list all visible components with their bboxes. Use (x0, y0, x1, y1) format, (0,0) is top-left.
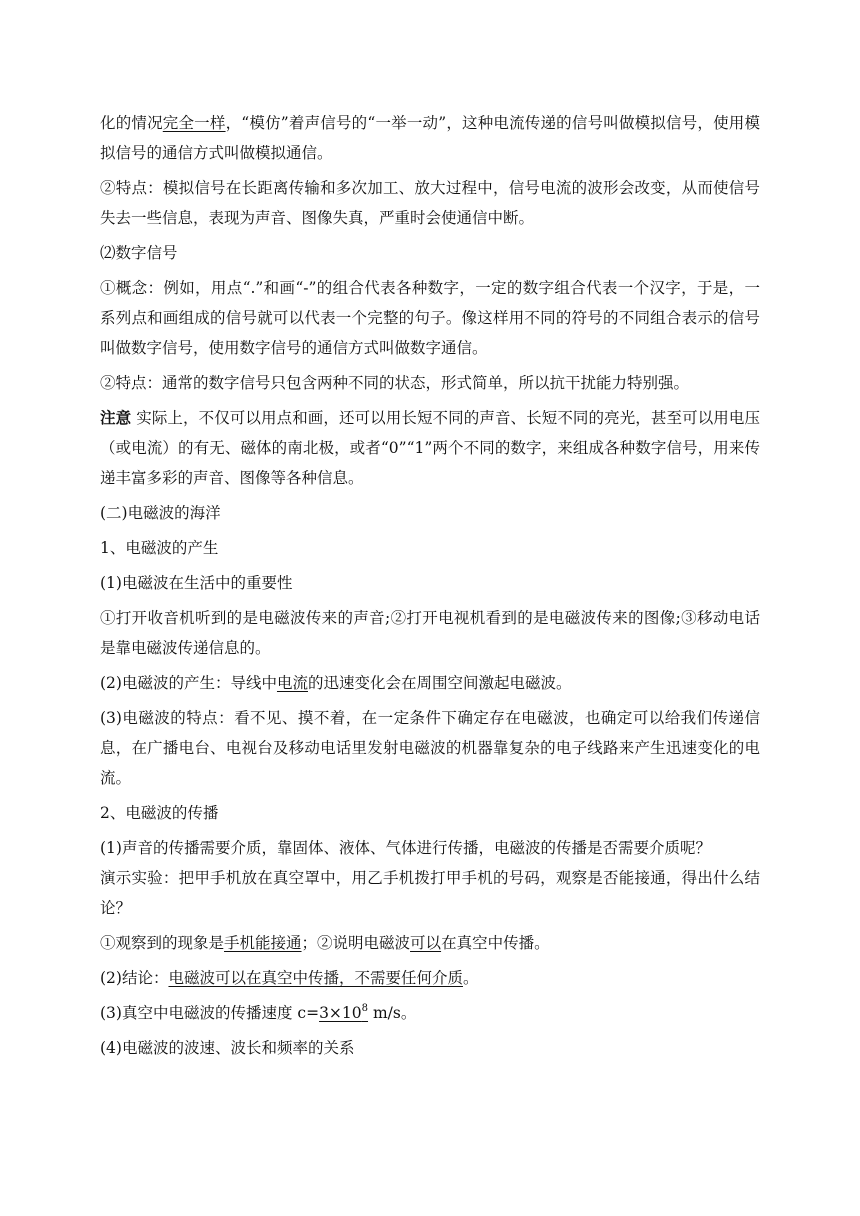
text: ①打开收音机听到的是电磁波传来的声音;②打开电视机看到的是电磁波传来的图像;③移动电话是靠电磁波传递信息的。 (100, 609, 760, 657)
paragraph-note (100, 403, 760, 493)
subheading-em-generation (100, 533, 760, 563)
text: ⑵数字信号 (100, 244, 178, 262)
text: 。 (462, 969, 479, 987)
item-generation (100, 668, 760, 698)
paragraph-analog-definition (100, 108, 760, 168)
paragraph-digital-feature (100, 368, 760, 398)
text: (2)电磁波的产生：导线中 (100, 674, 277, 692)
underlined-text: 电磁波可以在真空中传播，不需要任何介质 (168, 969, 463, 987)
speed-value (319, 1004, 368, 1022)
text: ①概念：例如，用点“.”和画“-”的组合代表各种数字，一定的数字组合代表一个汉字，于是，一系列点和画组成的信号就可以代表一个完整的句子。像这样用不同的符号的不同组合表示的信号叫做数字信号，使用数字信号的通信方式叫做数字通信。 (100, 279, 760, 357)
text: 2、电磁波的传播 (100, 804, 219, 822)
text: (二)电磁波的海洋 (100, 504, 221, 522)
text: m/s。 (368, 1004, 417, 1022)
paragraph-experiment (100, 863, 760, 923)
underlined-text: 可以 (410, 934, 442, 952)
item-relationship (100, 1033, 760, 1063)
subheading-em-propagation (100, 798, 760, 828)
text: ②特点：模拟信号在长距离传输和多次加工、放大过程中，信号电流的波形会改变，从而使信号失去一些信息，表现为声音、图像失真，严重时会使通信中断。 (100, 179, 760, 227)
section-heading-em-ocean (100, 498, 760, 528)
text: 化的情况 (100, 114, 163, 132)
text: 3×10 (319, 1004, 362, 1022)
exponent: 8 (361, 1002, 369, 1014)
text: ①观察到的现象是 (100, 934, 225, 952)
text: 演示实验：把甲手机放在真空罩中，用乙手机拨打甲手机的号码，观察是否能接通，得出什么结论？ (100, 869, 760, 917)
text: 实际上，不仅可以用点和画，还可以用长短不同的声音、长短不同的亮光，甚至可以用电压（或电流）的有无、磁体的南北极，或者“0”“1”两个不同的数字，来组成各种数字信号，用来传递丰富多彩的声音、图像等各种信息。 (100, 409, 760, 487)
text: (3)电磁波的特点：看不见、摸不着，在一定条件下确定存在电磁波，也确定可以给我们传递信息，在广播电台、电视台及移动电话里发射电磁波的机器靠复杂的电子线路来产生迅速变化的电流。 (100, 709, 760, 787)
document-body (100, 108, 760, 1068)
text: (1)声音的传播需要介质，靠固体、液体、气体进行传播，电磁波的传播是否需要介质呢？ (100, 839, 711, 857)
text: 在真空中传播。 (441, 934, 550, 952)
text: 1、电磁波的产生 (100, 539, 219, 557)
text: ，“模仿”着声信号的“一举一动”，这种电流传递的信号叫做模拟信号，使用模拟信号的通信方式叫做模拟通信。 (100, 114, 760, 162)
underlined-text: 完全一样 (162, 114, 226, 132)
text: (4)电磁波的波速、波长和频率的关系 (100, 1039, 355, 1057)
paragraph-examples (100, 603, 760, 663)
heading-digital-signal (100, 238, 760, 268)
text: ；②说明电磁波 (301, 934, 411, 952)
item-conclusion (100, 963, 760, 993)
item-features (100, 703, 760, 793)
paragraph-observation (100, 928, 760, 958)
text: (3)真空中电磁波的传播速度 c= (100, 1004, 320, 1022)
underlined-text: 电流 (276, 674, 308, 692)
item-importance (100, 568, 760, 598)
text: 的迅速变化会在周围空间激起电磁波。 (307, 674, 572, 692)
underlined-text: 手机能接通 (224, 934, 302, 952)
item-medium-question (100, 833, 760, 863)
note-label: 注意 (100, 408, 132, 427)
text: ②特点：通常的数字信号只包含两种不同的状态，形式简单，所以抗干扰能力特别强。 (100, 374, 690, 392)
text: (2)结论： (100, 969, 169, 987)
paragraph-analog-feature (100, 173, 760, 233)
text: (1)电磁波在生活中的重要性 (100, 574, 293, 592)
item-speed (100, 998, 760, 1028)
paragraph-digital-concept (100, 273, 760, 363)
